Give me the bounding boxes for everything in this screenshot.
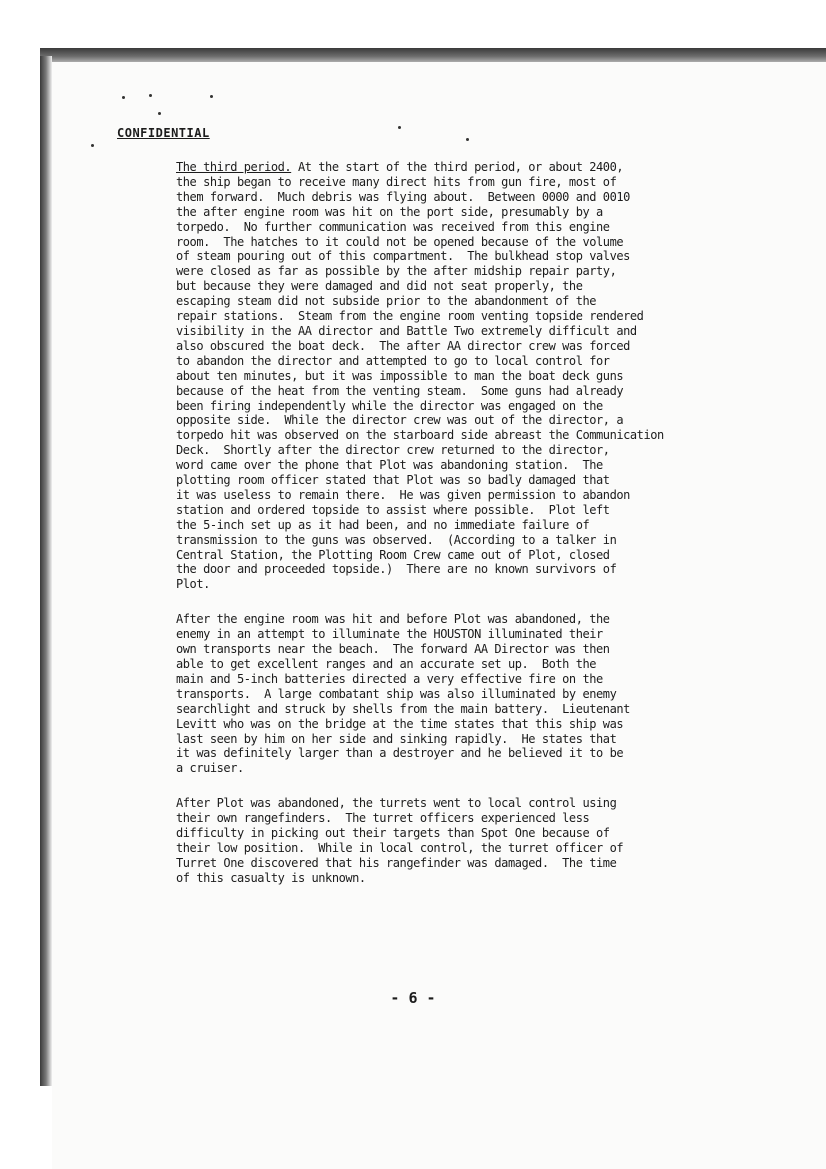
text-line: transmission to the guns was observed. (According to a talker in: [176, 532, 617, 547]
text-line: torpedo hit was observed on the starboard side abreast the Communication: [176, 428, 664, 443]
paper-speck: [122, 96, 125, 99]
text-line: their low position. While in local control, the turret officer of: [176, 840, 624, 855]
text-line: also obscured the boat deck. The after AA director crew was forced: [176, 338, 630, 353]
text-line: own transports near the beach. The forward AA Director was then: [176, 642, 610, 657]
paragraph-third-period: [176, 160, 776, 592]
text-line: a cruiser.: [176, 761, 244, 776]
text-line: torpedo. No further communication was received from this engine: [176, 219, 610, 234]
classification-marking: CONFIDENTIAL: [117, 126, 210, 140]
paper-speck: [466, 138, 469, 141]
text-line: the 5-inch set up as it had been, and no immediate failure of: [176, 517, 590, 532]
text-line: it was useless to remain there. He was given permission to abandon: [176, 487, 630, 502]
section-heading: The third period.: [176, 160, 292, 174]
text-line: After Plot was abandoned, the turrets went to local control using: [176, 796, 617, 811]
text-line: visibility in the AA director and Battle Two extremely difficult and: [176, 323, 637, 338]
text-line: able to get excellent ranges and an accurate set up. Both the: [176, 657, 597, 671]
text-line: of this casualty is unknown.: [176, 870, 366, 885]
text-line: main and 5-inch batteries directed a very effective fire on the: [176, 671, 603, 686]
text-line: Levitt who was on the bridge at the time states that this ship was: [176, 716, 624, 731]
text-line: plotting room officer stated that Plot was so badly damaged that: [176, 473, 610, 488]
paper-speck: [149, 94, 152, 97]
text-line: opposite side. While the director crew was out of the director, a: [176, 413, 624, 428]
scan-shadow-left: [40, 56, 52, 1086]
text-line: transports. A large combatant ship was also illuminated by enemy: [176, 686, 617, 701]
text-line: been firing independently while the director was engaged on the: [176, 398, 603, 413]
text-line: enemy in an attempt to illuminate the HOUSTON illuminated their: [176, 627, 603, 642]
text-line: of steam pouring out of this compartment. The bulkhead stop valves: [176, 249, 630, 264]
text-line: The third period. At the start of the third period, or about 2400,: [176, 160, 624, 174]
text-line: Deck. Shortly after the director crew returned to the director,: [176, 443, 610, 458]
text-line: difficulty in picking out their targets than Spot One because of: [176, 826, 610, 841]
paper-speck: [210, 95, 213, 98]
text-line: the after engine room was hit on the port side, presumably by a: [176, 204, 603, 219]
text-line: the door and proceeded topside.) There are no known survivors of: [176, 562, 617, 577]
text-line: Turret One discovered that his rangefinder was damaged. The time: [176, 855, 617, 870]
text-line: After the engine room was hit and before Plot was abandoned, the: [176, 612, 610, 627]
text-line: about ten minutes, but it was impossible to man the boat deck guns: [176, 368, 624, 383]
paper-speck: [158, 112, 161, 115]
text-line: repair stations. Steam from the engine room venting topside rendered: [176, 309, 644, 324]
text-line: the ship began to receive many direct hits from gun fire, most of: [176, 174, 617, 189]
text-line: to abandon the director and attempted to go to local control for: [176, 353, 610, 368]
paper-speck: [91, 144, 94, 147]
text-line: Central Station, the Plotting Room Crew came out of Plot, closed: [176, 547, 610, 562]
text-line: word came over the phone that Plot was abandoning station. The: [176, 458, 603, 473]
text-line: it was definitely larger than a destroyer and he believed it to be: [176, 746, 624, 761]
text-line: because of the heat from the venting steam. Some guns had already: [176, 383, 624, 398]
text-line: room. The hatches to it could not be opened because of the volume: [176, 234, 624, 249]
text-line: last seen by him on her side and sinking rapidly. He states that: [176, 731, 617, 746]
text-line: their own rangefinders. The turret officers experienced less: [176, 811, 590, 826]
text-line: them forward. Much debris was flying about. Between 0000 and 0010: [176, 189, 630, 204]
text-line: but because they were damaged and did not seat properly, the: [176, 279, 583, 294]
text-line: Plot.: [176, 577, 210, 592]
text-line: escaping steam did not subside prior to the abandonment of the: [176, 294, 597, 309]
paper-speck: [398, 126, 401, 129]
text-line: searchlight and struck by shells from the main battery. Lieutenant: [176, 701, 630, 716]
text-line: were closed as far as possible by the after midship repair party,: [176, 264, 617, 279]
document-body: [176, 160, 776, 906]
text-line: station and ordered topside to assist where possible. Plot left: [176, 502, 610, 517]
paragraph-local-control: [176, 796, 776, 885]
page-number: - 6 -: [390, 989, 436, 1007]
paragraph-illumination: [176, 612, 776, 776]
